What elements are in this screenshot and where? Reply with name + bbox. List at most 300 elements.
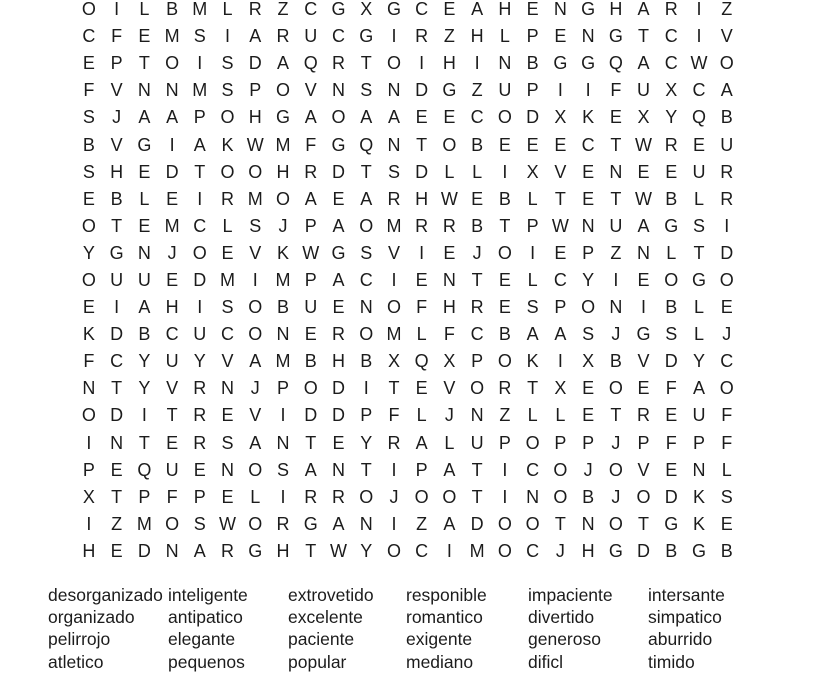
grid-letter: E <box>574 190 602 208</box>
grid-letter: N <box>269 325 297 343</box>
grid-letter: Q <box>408 352 436 370</box>
grid-letter: N <box>75 379 103 397</box>
grid-letter: E <box>408 271 436 289</box>
grid-letter: P <box>574 434 602 452</box>
grid-letter: R <box>380 190 408 208</box>
grid-letter: Y <box>685 352 713 370</box>
grid-letter: I <box>380 27 408 45</box>
grid-letter: M <box>269 271 297 289</box>
grid-letter: E <box>214 244 242 262</box>
word-list-item: organizado <box>48 606 168 628</box>
grid-letter: P <box>352 406 380 424</box>
grid-letter: G <box>297 515 325 533</box>
grid-letter: W <box>630 190 658 208</box>
grid-letter: E <box>158 434 186 452</box>
word-list-item: elegante <box>168 628 288 650</box>
grid-letter: I <box>130 406 158 424</box>
grid-letter: T <box>602 190 630 208</box>
word-list-item: dificl <box>528 651 648 673</box>
grid-letter: M <box>269 352 297 370</box>
grid-letter: D <box>325 379 353 397</box>
grid-letter: Z <box>436 27 464 45</box>
grid-letter: X <box>75 488 103 506</box>
grid-letter: O <box>75 217 103 235</box>
grid-letter: L <box>685 325 713 343</box>
grid-letter: O <box>491 542 519 560</box>
grid-letter: M <box>269 136 297 154</box>
grid-letter: O <box>241 325 269 343</box>
grid-letter: O <box>713 379 741 397</box>
word-list-item: pequenos <box>168 651 288 673</box>
grid-letter: E <box>436 0 464 18</box>
grid-letter: O <box>519 515 547 533</box>
grid-letter: E <box>491 298 519 316</box>
grid-letter: X <box>546 108 574 126</box>
grid-letter: E <box>75 190 103 208</box>
grid-letter: N <box>574 27 602 45</box>
grid-letter: P <box>519 81 547 99</box>
grid-letter: G <box>436 81 464 99</box>
word-list-item: impaciente <box>528 584 648 606</box>
grid-letter: S <box>214 434 242 452</box>
grid-row <box>75 321 741 348</box>
grid-letter: P <box>297 271 325 289</box>
grid-letter: B <box>657 542 685 560</box>
grid-letter: I <box>630 298 658 316</box>
grid-letter: F <box>713 406 741 424</box>
grid-letter: A <box>297 108 325 126</box>
grid-letter: L <box>408 325 436 343</box>
grid-letter: M <box>380 217 408 235</box>
grid-letter: N <box>352 298 380 316</box>
grid-letter: L <box>519 406 547 424</box>
grid-row <box>75 50 741 77</box>
grid-letter: M <box>463 542 491 560</box>
grid-letter: R <box>269 27 297 45</box>
grid-letter: Y <box>657 108 685 126</box>
grid-letter: F <box>380 406 408 424</box>
grid-letter: Z <box>269 0 297 18</box>
grid-letter: V <box>241 244 269 262</box>
grid-letter: A <box>713 81 741 99</box>
grid-letter: C <box>214 325 242 343</box>
grid-letter: G <box>380 0 408 18</box>
grid-letter: D <box>103 406 131 424</box>
grid-letter: H <box>103 163 131 181</box>
grid-letter: S <box>75 108 103 126</box>
grid-letter: T <box>519 379 547 397</box>
word-list-item: responible <box>406 584 528 606</box>
grid-letter: I <box>75 434 103 452</box>
grid-letter: D <box>297 406 325 424</box>
grid-letter: G <box>325 136 353 154</box>
grid-letter: O <box>241 515 269 533</box>
grid-letter: T <box>463 488 491 506</box>
grid-letter: N <box>491 54 519 72</box>
grid-letter: Y <box>186 352 214 370</box>
grid-letter: H <box>241 108 269 126</box>
grid-letter: T <box>130 434 158 452</box>
grid-letter: Y <box>75 244 103 262</box>
grid-letter: L <box>713 461 741 479</box>
grid-letter: L <box>463 163 491 181</box>
grid-letter: P <box>103 54 131 72</box>
grid-letter: L <box>657 244 685 262</box>
word-list-item: romantico <box>406 606 528 628</box>
grid-letter: Q <box>297 54 325 72</box>
grid-letter: R <box>241 0 269 18</box>
grid-letter: H <box>408 190 436 208</box>
grid-letter: R <box>436 217 464 235</box>
grid-letter: T <box>491 217 519 235</box>
grid-letter: V <box>241 406 269 424</box>
grid-letter: S <box>574 325 602 343</box>
grid-letter: M <box>241 190 269 208</box>
grid-letter: E <box>103 542 131 560</box>
grid-letter: I <box>269 406 297 424</box>
word-list-item: exigente <box>406 628 528 650</box>
grid-letter: E <box>546 244 574 262</box>
grid-letter: C <box>186 217 214 235</box>
grid-letter: A <box>436 515 464 533</box>
grid-letter: Z <box>103 515 131 533</box>
grid-letter: Y <box>574 271 602 289</box>
grid-letter: Z <box>491 406 519 424</box>
grid-letter: A <box>297 461 325 479</box>
grid-letter: C <box>158 325 186 343</box>
word-list-column <box>288 584 406 673</box>
grid-letter: P <box>519 217 547 235</box>
grid-letter: O <box>75 271 103 289</box>
grid-letter: O <box>713 54 741 72</box>
grid-letter: A <box>463 0 491 18</box>
grid-letter: B <box>158 0 186 18</box>
grid-letter: O <box>352 217 380 235</box>
grid-letter: H <box>269 163 297 181</box>
grid-letter: W <box>630 136 658 154</box>
grid-letter: I <box>158 136 186 154</box>
grid-letter: W <box>297 244 325 262</box>
grid-letter: I <box>103 0 131 18</box>
grid-letter: P <box>463 352 491 370</box>
grid-letter: R <box>297 163 325 181</box>
grid-letter: P <box>519 27 547 45</box>
grid-letter: B <box>130 325 158 343</box>
grid-letter: E <box>574 406 602 424</box>
grid-letter: O <box>408 488 436 506</box>
grid-letter: B <box>269 298 297 316</box>
grid-letter: I <box>380 271 408 289</box>
grid-letter: I <box>408 244 436 262</box>
grid-letter: P <box>241 81 269 99</box>
grid-letter: K <box>519 352 547 370</box>
grid-letter: G <box>325 244 353 262</box>
grid-letter: G <box>325 0 353 18</box>
grid-letter: A <box>325 515 353 533</box>
grid-letter: R <box>325 325 353 343</box>
grid-letter: C <box>408 542 436 560</box>
grid-letter: G <box>352 27 380 45</box>
grid-letter: T <box>463 271 491 289</box>
grid-letter: E <box>130 27 158 45</box>
grid-letter: I <box>352 379 380 397</box>
word-list <box>48 584 725 673</box>
grid-letter: N <box>325 81 353 99</box>
grid-letter: O <box>158 515 186 533</box>
grid-letter: B <box>463 217 491 235</box>
grid-letter: R <box>214 190 242 208</box>
grid-row <box>75 158 741 185</box>
grid-letter: E <box>214 406 242 424</box>
grid-letter: X <box>380 352 408 370</box>
wordsearch-grid <box>75 0 741 564</box>
grid-letter: G <box>546 54 574 72</box>
grid-letter: W <box>241 136 269 154</box>
grid-letter: A <box>352 190 380 208</box>
grid-letter: O <box>436 136 464 154</box>
grid-letter: D <box>657 488 685 506</box>
grid-letter: W <box>685 54 713 72</box>
grid-letter: B <box>657 298 685 316</box>
grid-letter: A <box>325 271 353 289</box>
grid-letter: K <box>214 136 242 154</box>
grid-letter: O <box>325 108 353 126</box>
grid-letter: C <box>297 0 325 18</box>
grid-letter: E <box>519 136 547 154</box>
grid-letter: I <box>75 515 103 533</box>
grid-letter: O <box>602 515 630 533</box>
grid-letter: N <box>214 461 242 479</box>
grid-letter: V <box>713 27 741 45</box>
grid-letter: J <box>713 325 741 343</box>
grid-letter: N <box>269 434 297 452</box>
grid-letter: A <box>408 434 436 452</box>
grid-letter: T <box>408 136 436 154</box>
grid-letter: C <box>657 27 685 45</box>
grid-row <box>75 510 741 537</box>
grid-letter: D <box>186 271 214 289</box>
grid-letter: J <box>602 325 630 343</box>
grid-letter: J <box>574 461 602 479</box>
grid-letter: C <box>408 0 436 18</box>
grid-letter: X <box>574 352 602 370</box>
word-list-item: simpatico <box>648 606 725 628</box>
grid-letter: O <box>602 461 630 479</box>
grid-letter: I <box>574 81 602 99</box>
grid-letter: J <box>158 244 186 262</box>
grid-letter: G <box>241 542 269 560</box>
grid-row <box>75 294 741 321</box>
grid-letter: R <box>491 379 519 397</box>
grid-letter: P <box>269 379 297 397</box>
grid-letter: G <box>574 0 602 18</box>
grid-letter: N <box>546 0 574 18</box>
grid-letter: N <box>380 81 408 99</box>
grid-letter: E <box>325 434 353 452</box>
grid-letter: N <box>602 163 630 181</box>
grid-letter: O <box>491 515 519 533</box>
grid-letter: P <box>685 434 713 452</box>
grid-letter: B <box>574 488 602 506</box>
grid-letter: S <box>214 54 242 72</box>
grid-letter: I <box>602 271 630 289</box>
grid-letter: M <box>158 217 186 235</box>
grid-letter: E <box>630 163 658 181</box>
grid-letter: L <box>408 406 436 424</box>
grid-letter: A <box>297 190 325 208</box>
grid-letter: D <box>519 108 547 126</box>
grid-letter: O <box>158 54 186 72</box>
grid-letter: P <box>186 108 214 126</box>
grid-letter: D <box>325 406 353 424</box>
grid-letter: P <box>186 488 214 506</box>
grid-letter: H <box>574 542 602 560</box>
grid-letter: H <box>436 298 464 316</box>
grid-letter: V <box>630 352 658 370</box>
grid-letter: E <box>713 298 741 316</box>
grid-letter: L <box>685 298 713 316</box>
grid-letter: A <box>630 54 658 72</box>
grid-letter: C <box>352 271 380 289</box>
grid-letter: S <box>241 217 269 235</box>
grid-letter: H <box>75 542 103 560</box>
grid-letter: Y <box>352 542 380 560</box>
grid-letter: Z <box>602 244 630 262</box>
grid-letter: D <box>657 352 685 370</box>
grid-letter: E <box>657 163 685 181</box>
grid-letter: N <box>352 515 380 533</box>
grid-letter: P <box>408 461 436 479</box>
grid-letter: C <box>463 108 491 126</box>
grid-letter: E <box>436 244 464 262</box>
grid-letter: E <box>657 406 685 424</box>
grid-letter: L <box>519 271 547 289</box>
grid-letter: W <box>436 190 464 208</box>
grid-letter: A <box>380 108 408 126</box>
grid-letter: V <box>630 461 658 479</box>
grid-letter: G <box>685 271 713 289</box>
grid-letter: E <box>130 217 158 235</box>
grid-letter: N <box>574 515 602 533</box>
grid-letter: H <box>436 54 464 72</box>
grid-letter: S <box>214 81 242 99</box>
grid-letter: S <box>186 27 214 45</box>
grid-letter: A <box>130 298 158 316</box>
grid-letter: U <box>685 163 713 181</box>
grid-letter: M <box>130 515 158 533</box>
grid-letter: X <box>657 81 685 99</box>
grid-letter: O <box>546 461 574 479</box>
grid-letter: O <box>713 271 741 289</box>
grid-letter: O <box>491 244 519 262</box>
grid-letter: T <box>186 163 214 181</box>
grid-letter: W <box>325 542 353 560</box>
grid-letter: A <box>269 54 297 72</box>
grid-letter: N <box>103 434 131 452</box>
grid-row <box>75 375 741 402</box>
grid-letter: T <box>352 461 380 479</box>
grid-letter: T <box>546 190 574 208</box>
word-list-item: atletico <box>48 651 168 673</box>
grid-letter: V <box>103 81 131 99</box>
grid-letter: I <box>269 488 297 506</box>
grid-letter: E <box>463 190 491 208</box>
grid-letter: C <box>75 27 103 45</box>
grid-letter: D <box>630 542 658 560</box>
grid-letter: A <box>685 379 713 397</box>
grid-letter: Q <box>130 461 158 479</box>
grid-letter: N <box>158 81 186 99</box>
grid-letter: C <box>546 271 574 289</box>
grid-letter: J <box>103 108 131 126</box>
grid-letter: E <box>214 488 242 506</box>
grid-letter: C <box>463 325 491 343</box>
grid-letter: T <box>380 379 408 397</box>
grid-letter: G <box>574 54 602 72</box>
grid-letter: U <box>158 461 186 479</box>
grid-letter: J <box>269 217 297 235</box>
grid-letter: E <box>408 108 436 126</box>
grid-letter: R <box>325 54 353 72</box>
grid-letter: L <box>685 190 713 208</box>
grid-letter: D <box>713 244 741 262</box>
grid-letter: F <box>75 81 103 99</box>
grid-letter: E <box>75 54 103 72</box>
word-list-column <box>168 584 288 673</box>
grid-row <box>75 185 741 212</box>
grid-letter: C <box>713 352 741 370</box>
grid-letter: Y <box>130 352 158 370</box>
grid-letter: T <box>297 542 325 560</box>
grid-letter: E <box>186 461 214 479</box>
grid-letter: R <box>269 515 297 533</box>
grid-letter: I <box>380 515 408 533</box>
grid-letter: V <box>158 379 186 397</box>
grid-letter: I <box>186 190 214 208</box>
grid-letter: U <box>158 352 186 370</box>
grid-letter: I <box>103 298 131 316</box>
grid-letter: R <box>408 27 436 45</box>
grid-letter: H <box>491 0 519 18</box>
grid-letter: O <box>546 488 574 506</box>
grid-row <box>75 537 741 564</box>
grid-letter: I <box>491 163 519 181</box>
grid-letter: O <box>574 298 602 316</box>
grid-letter: B <box>103 190 131 208</box>
grid-letter: U <box>713 136 741 154</box>
grid-letter: O <box>630 488 658 506</box>
grid-letter: S <box>519 298 547 316</box>
grid-letter: D <box>241 54 269 72</box>
grid-letter: V <box>380 244 408 262</box>
grid-letter: U <box>602 217 630 235</box>
grid-letter: E <box>325 298 353 316</box>
grid-letter: E <box>519 0 547 18</box>
grid-letter: I <box>491 488 519 506</box>
grid-letter: Q <box>602 54 630 72</box>
grid-letter: B <box>491 325 519 343</box>
grid-row <box>75 23 741 50</box>
grid-letter: O <box>241 461 269 479</box>
grid-letter: X <box>630 108 658 126</box>
grid-letter: E <box>297 325 325 343</box>
grid-letter: L <box>214 217 242 235</box>
grid-letter: A <box>158 108 186 126</box>
grid-letter: J <box>241 379 269 397</box>
grid-letter: I <box>463 54 491 72</box>
grid-letter: F <box>75 352 103 370</box>
grid-letter: L <box>130 0 158 18</box>
